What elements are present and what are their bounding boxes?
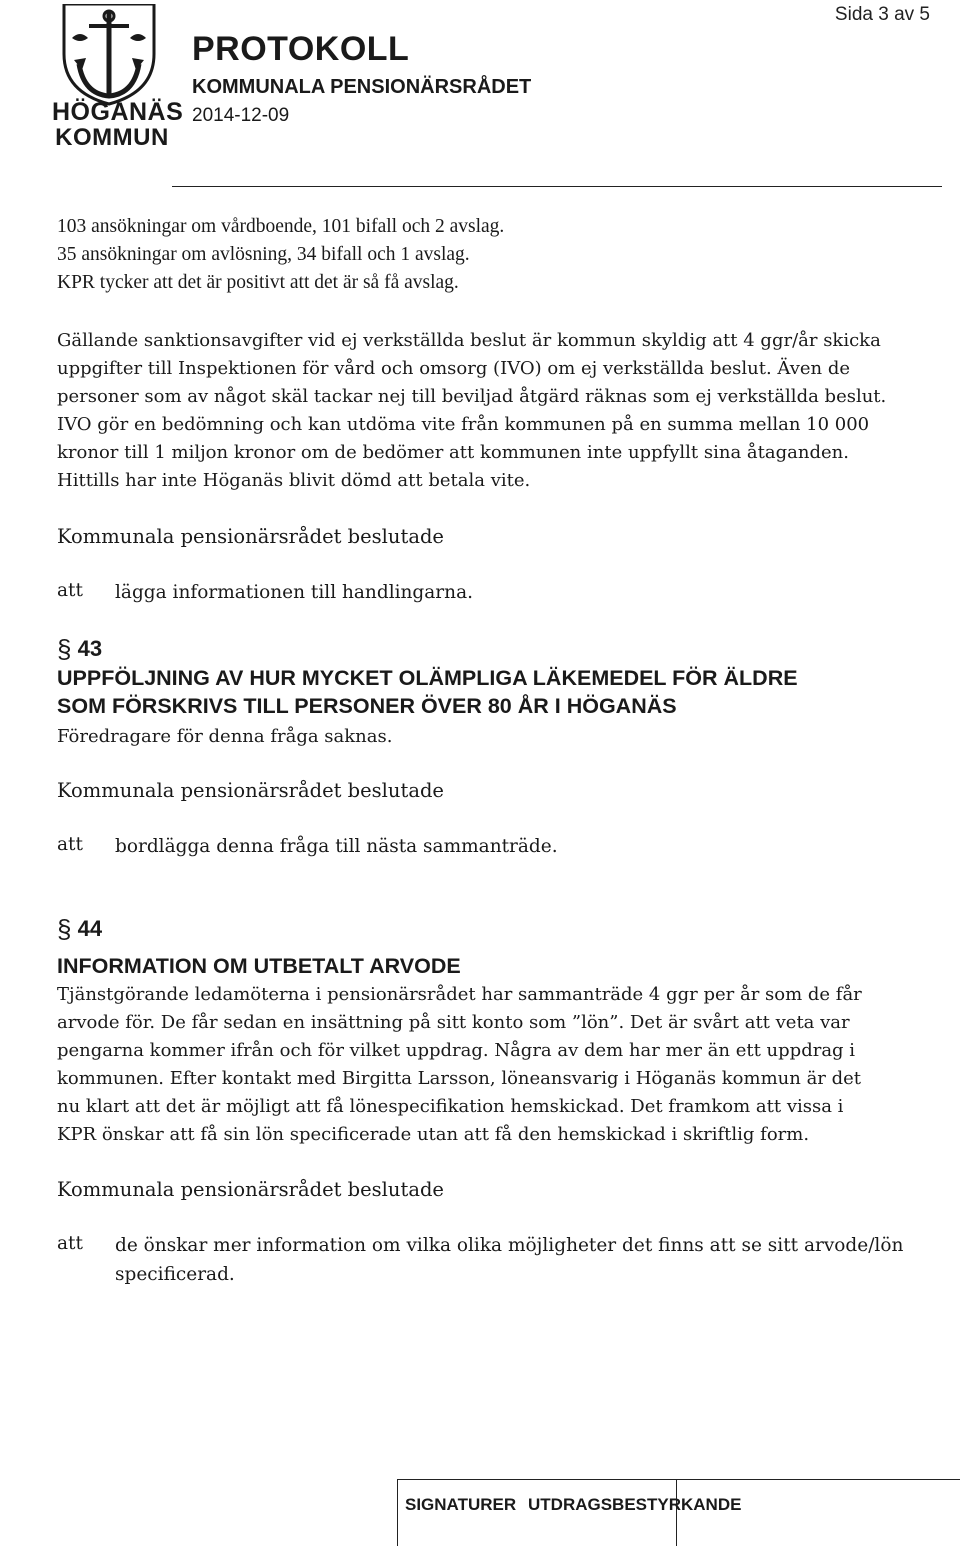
logo-text-kommun: KOMMUN (55, 124, 169, 151)
paragraph-line: Tjänstgörande ledamöterna i pensionärsrådet har sammanträde 4 ggr per år som de får (57, 984, 862, 1005)
decision-att: att (57, 580, 83, 601)
paragraph-line: kronor till 1 miljon kronor om de bedömer att kommunen inte uppfyllt sina åtaganden. (57, 442, 849, 463)
decision-att: att (57, 834, 83, 855)
paragraph-sign-icon: § (57, 634, 72, 664)
paragraph-line: IVO gör en bedömning och kan utdöma vite från kommunen på en summa mellan 10 000 (57, 414, 870, 435)
footer-divider (397, 1479, 960, 1480)
footer-signatures-label: SIGNATURER (405, 1495, 517, 1514)
paragraph-line: Gällande sanktionsavgifter vid ej verkställda beslut är kommun skyldig att 4 ggr/år skicka (57, 330, 881, 351)
intro-line: 103 ansökningar om vårdboende, 101 bifall och 2 avslag. (57, 216, 505, 237)
footer-signatures-cell (397, 1479, 398, 1546)
section-title: INFORMATION OM UTBETALT ARVODE (57, 954, 461, 978)
logo-text-hoganas: HÖGANÄS (52, 98, 184, 126)
paragraph-line: Hittills har inte Höganäs blivit dömd att betala vite. (57, 470, 531, 491)
paragraph-line: KPR önskar att få sin lön specificerade utan att få den hemskickad i skriftlig form. (57, 1124, 810, 1145)
decision-text: lägga informationen till handlingarna. (115, 582, 473, 603)
decision-text-line: de önskar mer information om vilka olika möjligheter det finns att se sitt arvode/lön (115, 1235, 904, 1256)
decision-heading: Kommunala pensionärsrådet beslutade (57, 779, 444, 802)
section-number-value: 44 (77, 916, 103, 941)
paragraph-line: arvode för. De får sedan en insättning på sitt konto som ”lön”. Det är svårt att veta var (57, 1012, 850, 1033)
section-number-44 (57, 914, 102, 945)
paragraph-line: personer som av något skäl tackar nej till beviljad åtgärd räknas som ej verkställda beslut. (57, 386, 887, 407)
intro-line: 35 ansökningar om avlösning, 34 bifall och 1 avslag. (57, 244, 470, 265)
section-number-value: 43 (77, 636, 103, 661)
paragraph-line: pengarna kommer ifrån och för vilket uppdrag. Några av dem har mer än ett uppdrag i (57, 1040, 856, 1061)
paragraph-line: kommunen. Efter kontakt med Birgitta Larsson, löneansvarig i Höganäs kommun är det (57, 1068, 862, 1089)
decision-text-line: specificerad. (115, 1264, 235, 1285)
decision-text: bordlägga denna fråga till nästa sammanträde. (115, 836, 558, 857)
decision-heading: Kommunala pensionärsrådet beslutade (57, 525, 444, 548)
section-number-43 (57, 634, 102, 665)
section-title-line: SOM FÖRSKRIVS TILL PERSONER ÖVER 80 ÅR I HÖGANÄS (57, 694, 677, 718)
document-date: 2014-12-09 (192, 105, 290, 126)
intro-line: KPR tycker att det är positivt att det är så få avslag. (57, 272, 459, 293)
paragraph-sign-icon: § (57, 914, 72, 944)
paragraph-line: uppgifter till Inspektionen för vård och omsorg (IVO) om ej verkställda beslut. Även de (57, 358, 851, 379)
section-presenter: Föredragare för denna fråga saknas. (57, 726, 393, 747)
document-title: PROTOKOLL (192, 30, 410, 68)
document-subtitle: KOMMUNALA PENSIONÄRSRÅDET (192, 76, 532, 98)
decision-heading: Kommunala pensionärsrådet beslutade (57, 1178, 444, 1201)
paragraph-line: nu klart att det är möjligt att få lönespecifikation hemskickad. Det framkom att vissa i (57, 1096, 844, 1117)
footer-certified-label: UTDRAGSBESTYRKANDE (528, 1495, 742, 1514)
header-divider (172, 186, 942, 187)
page-number: Sida 3 av 5 (834, 4, 930, 25)
section-title-line: UPPFÖLJNING AV HUR MYCKET OLÄMPLIGA LÄKEMEDEL FÖR ÄLDRE (57, 666, 798, 690)
decision-att: att (57, 1233, 83, 1254)
